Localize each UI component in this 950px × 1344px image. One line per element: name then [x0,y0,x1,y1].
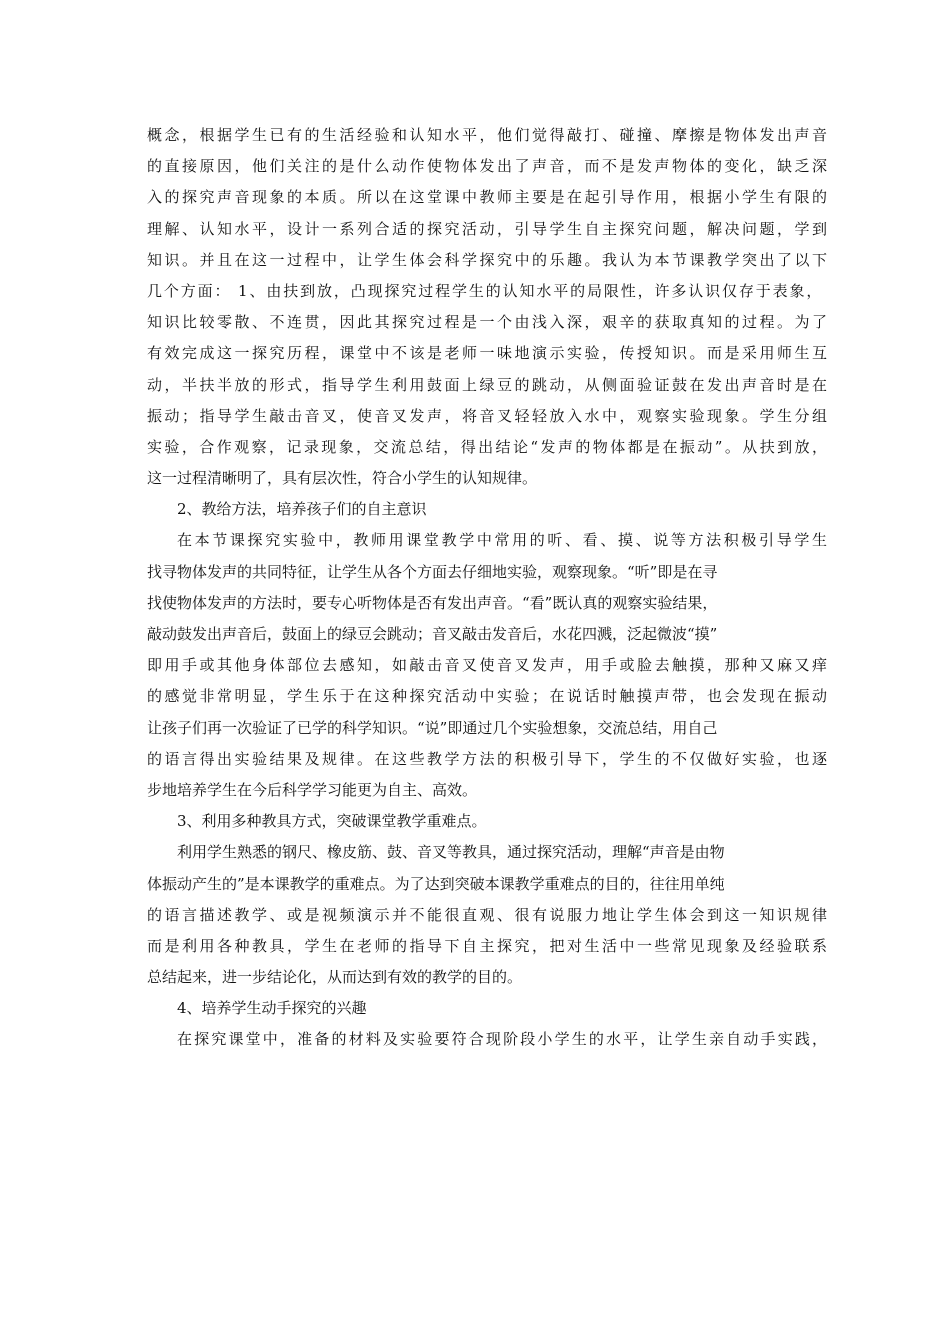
text-line: 几个方面： 1、由扶到放，凸现探究过程学生的认知水平的局限性，许多认识仅存于表象， [147,281,824,300]
text-line: 在本节课探究实验中，教师用课堂教学中常用的听、看、摸、说等方法积极引导学生 [177,531,830,550]
text-line: 理解、认知水平，设计一系列合适的探究活动，引导学生自主探究问题，解决问题，学到 [147,219,830,238]
text-line: 在探究课堂中，准备的材料及实验要符合现阶段小学生的水平，让学生亲自动手实践， [177,1030,830,1049]
text-line: 即用手或其他身体部位去感知，如敲击音叉使音叉发声，用手或脸去触摸，那种又麻又痒 [147,656,830,675]
text-line: 找使物体发声的方法时，要专心听物体是否有发出声音。“看”既认真的观察实验结果， [147,593,718,612]
text-line: 4、培养学生动手探究的兴趣 [177,999,367,1018]
text-line: 入的探究声音现象的本质。所以在这堂课中教师主要是在起引导作用，根据小学生有限的 [147,188,830,207]
text-line: 体振动产生的”是本课教学的重难点。为了达到突破本课教学重难点的目的，往往用单纯 [147,874,725,893]
text-line: 步地培养学生在今后科学学习能更为自主、高效。 [147,780,478,799]
text-line: 而是利用各种教具，学生在老师的指导下自主探究，把对生活中一些常见现象及经验联系 [147,936,830,955]
text-line: 这一过程清晰明了，具有层次性，符合小学生的认知规律。 [147,469,538,488]
text-line: 有效完成这一探究历程，课堂中不该是老师一味地演示实验，传授知识。而是采用师生互 [147,344,830,363]
text-line: 实验，合作观察，记录现象，交流总结，得出结论“发声的物体都是在振动”。从扶到放， [147,437,830,456]
text-line: 的语言得出实验结果及规律。在这些教学方法的积极引导下，学生的不仅做好实验，也逐 [147,749,830,768]
text-line: 找寻物体发声的共同特征，让学生从各个方面去仔细地实验，观察现象。“听”即是在寻 [147,562,718,581]
text-line: 让孩子们再一次验证了已学的科学知识。“说”即通过几个实验想象，交流总结，用自己 [147,718,718,737]
text-line: 利用学生熟悉的钢尺、橡皮筋、鼓、音叉等教具，通过探究活动，理解“声音是由物 [177,843,725,862]
text-line: 2、教给方法，培养孩子们的自主意识 [177,500,427,519]
text-line: 3、利用多种教具方式，突破课堂教学重难点。 [177,812,487,831]
text-line: 的直接原因，他们关注的是什么动作使物体发出了声音，而不是发声物体的变化，缺乏深 [147,157,830,176]
text-line: 总结起来，进一步结论化，从而达到有效的教学的目的。 [147,968,523,987]
body-text [147,120,830,1056]
text-line: 振动；指导学生敲击音叉，使音叉发声，将音叉轻轻放入水中，观察实验现象。学生分组 [147,406,830,425]
text-line: 的感觉非常明显，学生乐于在这种探究活动中实验；在说话时触摸声带，也会发现在振动 [147,687,830,706]
text-line: 知识。并且在这一过程中，让学生体会科学探究中的乐趣。我认为本节课教学突出了以下 [147,250,830,269]
text-line: 敲动鼓发出声音后，鼓面上的绿豆会跳动；音叉敲击发音后，水花四溅，泛起微波“摸” [147,625,718,643]
text-line: 动，半扶半放的形式，指导学生利用鼓面上绿豆的跳动，从侧面验证鼓在发出声音时是在 [147,375,830,394]
text-line: 概念，根据学生已有的生活经验和认知水平，他们觉得敲打、碰撞、摩擦是物体发出声音 [147,126,830,144]
text-line: 的语言描述教学、或是视频演示并不能很直观、很有说服力地让学生体会到这一知识规律 [147,905,830,924]
text-line: 知识比较零散、不连贯，因此其探究过程是一个由浅入深，艰辛的获取真知的过程。为了 [147,313,830,332]
